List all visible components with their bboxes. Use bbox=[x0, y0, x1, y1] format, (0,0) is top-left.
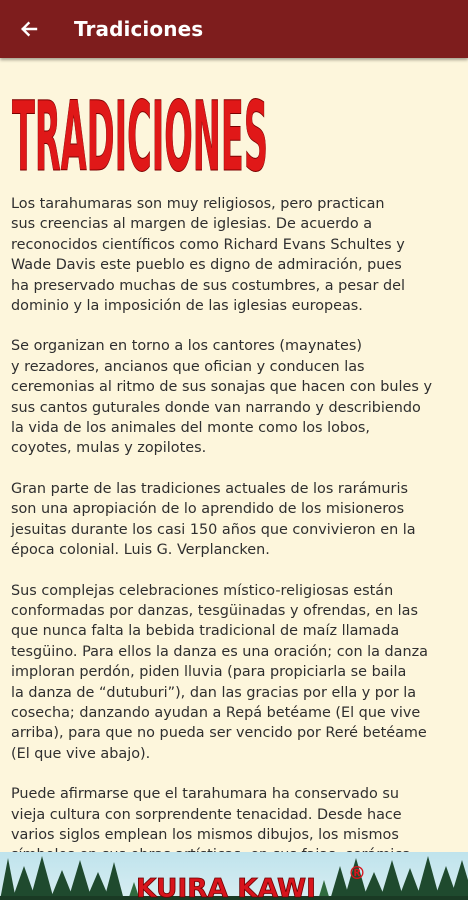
article-body bbox=[11, 194, 459, 886]
registered-mark: ® bbox=[348, 863, 366, 884]
hero-heading bbox=[10, 70, 272, 193]
back-button[interactable] bbox=[0, 0, 58, 58]
paragraph: Puede afirmarse que el tarahumara ha conservado su vieja cultura con sorprendente tenacidad. Desde hace varios siglos emplean los mismos dibujos, los mismos bbox=[11, 786, 402, 843]
paragraph: Gran parte de las tradiciones actuales de los rarámuris son una apropiación de lo aprendido de los misioneros jesuitas durante los casi 150 años que convivieron en la época colonial. Luis G. Verplancken. bbox=[11, 480, 416, 559]
article-content[interactable] bbox=[0, 58, 468, 852]
arrow-left-icon bbox=[19, 19, 39, 39]
page-title: Tradiciones bbox=[74, 17, 204, 41]
kuira-kawi-logo: KUIRA KAWI bbox=[136, 874, 316, 900]
paragraph: Sus complejas celebraciones místico-religiosas están conformadas por danzas, tesgüinadas y ofrendas, en las que nunca falta la bebida tradicional de maíz llamada tesgüino. Para ellos la danza es una oración; con la danza imploran perdón, piden lluvia (para propiciarla se baila la danza de “dutuburi”), dan las gracias por ella y por la cosecha; danzando ayudan a Repá betéame (El que vive arriba), para que no pueda ser vencido por Reré betéame (El que vive abajo). bbox=[11, 582, 428, 762]
app-bar bbox=[0, 0, 468, 58]
footer-banner bbox=[0, 852, 468, 900]
paragraph: Se organizan en torno a los cantores (maynates) y rezadores, ancianos que ofician y conducen las ceremonias al ritmo de sus sonajas que hacen con bules y sus cantos guturales donde van narrando y describiendo la vida de los animales del monte como los lobos, coyotes, mulas y zopilotes. bbox=[11, 338, 432, 457]
paragraph: Los tarahumaras son muy religiosos, pero practican sus creencias al margen de iglesias. De acuerdo a reconocidos científicos como Richard Evans Schultes y Wade Davis este pueblo es digno de admiración, pues ha preservado muchas de sus costumbres, a pesar del dominio y la imposición de las iglesias europeas. bbox=[11, 196, 405, 315]
hero-heading-text: TRADICIONES bbox=[12, 81, 268, 193]
